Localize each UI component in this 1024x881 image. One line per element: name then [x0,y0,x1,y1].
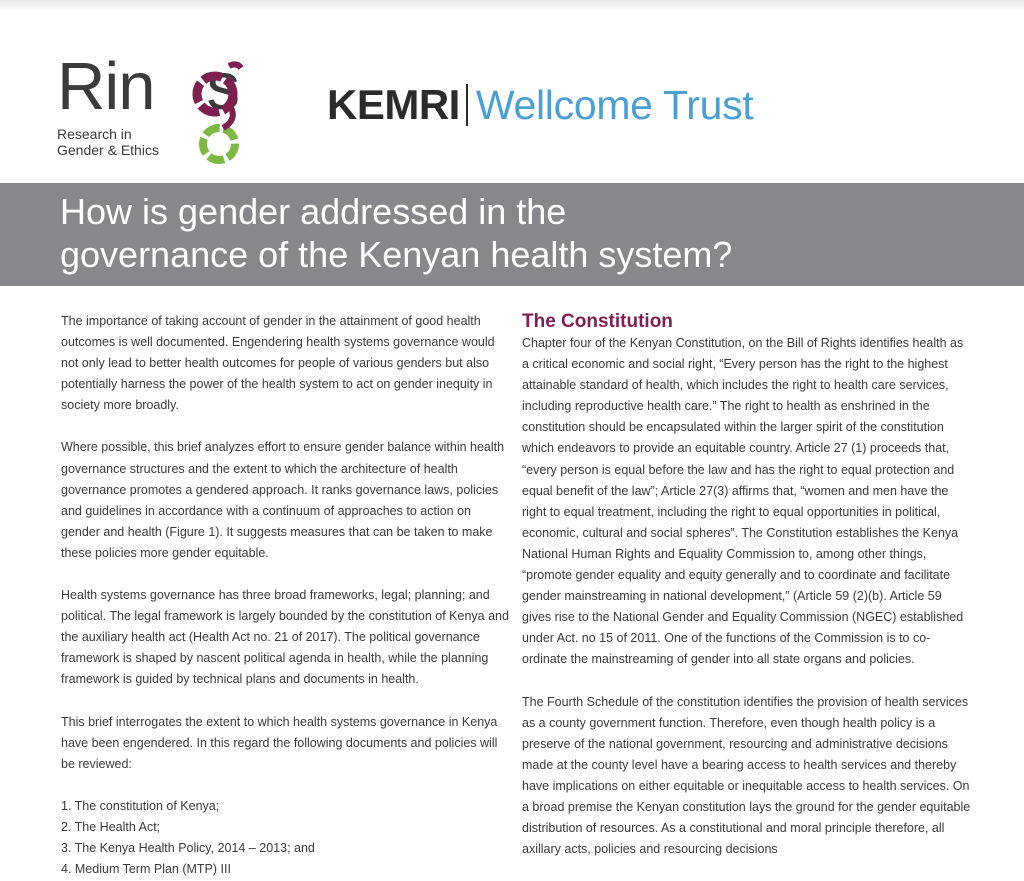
rings-wordmark: Rin s [57,49,240,124]
rings-logo [57,49,287,168]
rings-tagline-line2: Gender & Ethics [57,142,159,158]
frameworks-paragraph: Health systems governance has three broad frameworks, legal; planning; and political. The legal framework is largely bounded by the constitution of Kenya and the auxiliary health act (Health Act no. 21 of 2017). The political governance framework is shaped by nascent political agenda in health, while the planning framework is guided by technical plans and documents in health. [61,588,509,687]
right-column [522,311,972,881]
intro-paragraph: The importance of taking account of gender in the attainment of good health outcomes is well documented. Engendering health systems governance would not only lead to better health outcomes for people of various genders but also potentially harness the power of the health system to act on gender inequity in society more broadly. [61,314,495,413]
wellcome-trust-wordmark: Wellcome Trust [475,81,754,128]
list-item: 2. The Health Act; [61,819,161,834]
rings-tagline-line1: Research in [57,126,132,142]
documents-list [61,796,513,880]
rings-g-ring-icon [177,60,277,166]
interrogation-paragraph: This brief interrogates the extent to which health systems governance in Kenya have been engendered. In this regard the following documents and policies will be reviewed: [61,714,498,771]
title-line-2: governance of the Kenyan health system? [60,234,733,275]
list-item: 3. The Kenya Health Policy, 2014 – 2013; and [61,840,315,855]
section-heading-constitution: The Constitution [522,311,673,332]
kemri-wordmark: KEMRI [327,81,460,128]
page-title [60,190,990,276]
analysis-paragraph: Where possible, this brief analyzes effort to ensure gender balance within health governance structures and the extent to which the architecture of health governance promotes a gendered approach. It ranks governance laws, policies and guidelines in accordance with a continuum of approaches to action on gender and health (Figure 1). It suggests measures that can be taken to make these policies more gender equitable. [61,440,505,560]
left-column [61,311,513,880]
rings-tagline [57,126,159,158]
fourth-schedule-paragraph: The Fourth Schedule of the constitution identifies the provision of health services as a county government function. Therefore, even though health policy is a preserve of the national government, resourcing and administrative decisions made at the county level have a bearing access to health services and thereby have implications on either equitable or inequitable access to health services. On a broad premise the Kenyan constitution lays the ground for the gender equitable distribution of resources. As a constitutional and moral principle therefore, all axillary acts, policies and resourcing decisions [522,694,971,857]
logo-divider [466,84,468,126]
constitution-paragraph: Chapter four of the Kenyan Constitution, on the Bill of Rights identifies health as a critical economic and social right, “Every person has the right to the highest attainable standard of health, which includes the right to health care services, including reproductive health care.” The right to health as enshrined in the constitution should be encapsulated within the larger spirit of the constitution which endeavors to provide an equitable country. Article 27 (1) proceeds that, “every person is equal before the law and has the right to equal protection and equal benefit of the law”; Article 27(3) affirms that, “women and men have the right to equal treatment, including the right to equal opportunities in political, economic, cultural and social spheres”. The Constitution establishes the Kenya National Human Rights and Equality Commission to, among other things, “promote gender equality and equity generally and to coordinate and facilitate gender mainstreaming in national development,” (Article 59 (2)(b). Article 59 gives rise to the National Gender and Equality Commission (NGEC) established under Act. no 15 of 2011. One of the functions of the Commission is to co-ordinate the mainstreaming of gender into all state organs and policies. [522,336,964,667]
list-item: 4. Medium Term Plan (MTP) III [61,862,231,877]
top-shade [0,0,1024,10]
kemri-wellcome-logo [327,80,753,130]
list-item: 1. The constitution of Kenya; [61,798,220,813]
title-line-1: How is gender addressed in the [60,191,567,232]
